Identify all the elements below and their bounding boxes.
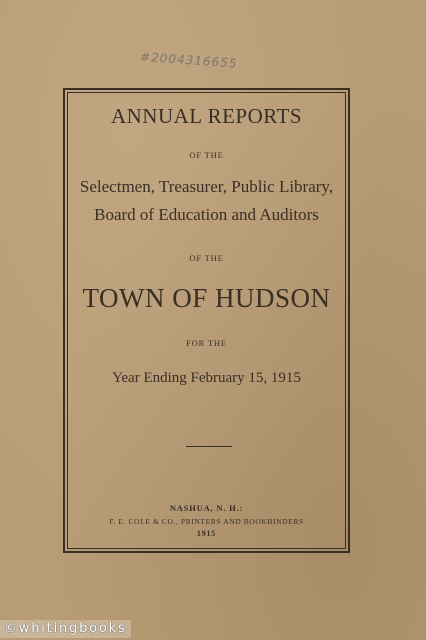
watermark: ©whitingbooks: [0, 620, 131, 638]
for-the-label: FOR THE: [186, 338, 227, 348]
printer-name: F. E. COLE & CO., PRINTERS AND BOOKBINDERS: [109, 517, 304, 526]
subtitle-line-2: Board of Education and Auditors: [94, 205, 319, 224]
publication-place: NASHUA, N. H.:: [169, 503, 244, 513]
publication-year: 1915: [196, 529, 217, 538]
handwritten-catalog-number: #2004316655: [139, 49, 238, 71]
divider-rule: [186, 446, 232, 447]
cover-border-inner: [67, 92, 346, 549]
town-name: TOWN OF HUDSON: [82, 283, 331, 313]
of-the-label-1: OF THE: [189, 150, 224, 160]
year-ending: Year Ending February 15, 1915: [112, 370, 301, 386]
of-the-label-2: OF THE: [189, 253, 224, 263]
cover-title: ANNUAL REPORTS: [110, 104, 303, 128]
subtitle-line-1: Selectmen, Treasurer, Public Library,: [79, 177, 334, 196]
